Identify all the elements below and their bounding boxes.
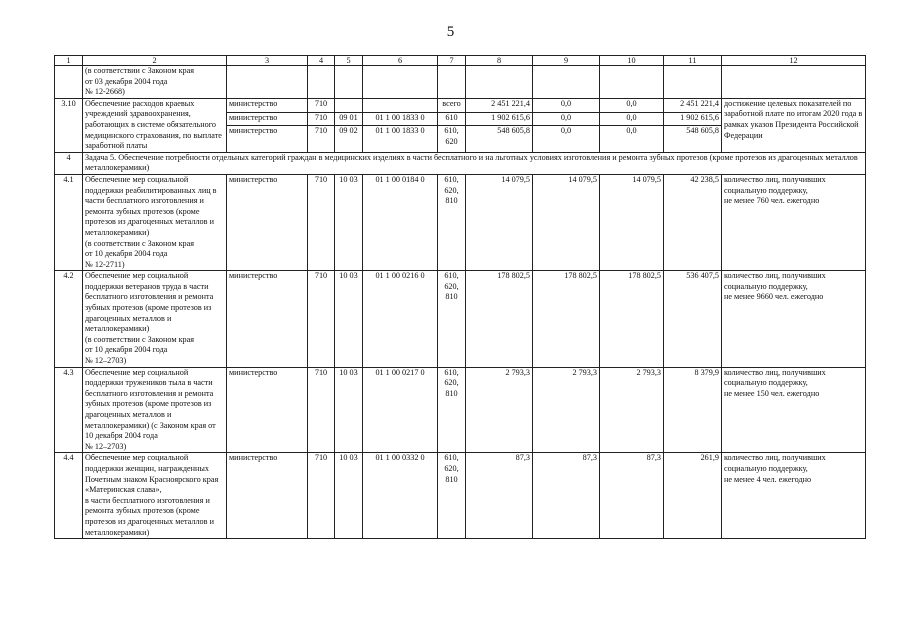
amount-year3: 2 793,3 [600, 367, 664, 453]
csr-code: 01 1 00 1833 0 [363, 126, 438, 152]
measure-name: Обеспечение мер социальной поддержки ветеранов труда в части бесплатного изготовления и ремонта зубных протезов (кроме протезов из драгоценных металлов и металлокерамики) (в соответствии с Законом края от 10 декабря 2004 года № 12–2703) [83, 271, 227, 367]
amount-year3: 0,0 [600, 126, 664, 152]
table-row [55, 98, 866, 112]
grbs-code: 710 [308, 271, 335, 367]
amount-year2: 14 079,5 [533, 174, 600, 270]
expected-result: количество лиц, получивших социальную поддержку, не менее 4 чел. ежегодно [722, 453, 866, 539]
table-row [55, 367, 866, 453]
csr-code: 01 1 00 0216 0 [363, 271, 438, 367]
vr-code: 610 [438, 112, 466, 126]
expected-result: количество лиц, получивших социальную поддержку, не менее 760 чел. ежегодно [722, 174, 866, 270]
csr-code: 01 1 00 0332 0 [363, 453, 438, 539]
amount-year3: 178 802,5 [600, 271, 664, 367]
header-cell: 7 [438, 56, 466, 66]
vr-code: 610, 620, 810 [438, 453, 466, 539]
amount-year2: 178 802,5 [533, 271, 600, 367]
amount-year3: 0,0 [600, 112, 664, 126]
header-cell: 11 [664, 56, 722, 66]
amount-year2: 0,0 [533, 126, 600, 152]
header-cell: 6 [363, 56, 438, 66]
expected-result: достижение целевых показателей по заработной плате по итогам 2020 года в рамках указов Президента Российской Федерации [722, 98, 866, 152]
measure-name: (в соответствии с Законом края от 03 декабря 2004 года № 12-2668) [83, 66, 227, 99]
header-cell: 4 [308, 56, 335, 66]
rzpr-code: 10 03 [335, 271, 363, 367]
measure-name: Обеспечение мер социальной поддержки тружеников тыла в части бесплатного изготовления и ремонта зубных протезов (кроме протезов из драгоценных металлов и металлокерамики) (с Законом края от 10 декабря 2004 года № 12–2703) [83, 367, 227, 453]
csr-code: 01 1 00 0184 0 [363, 174, 438, 270]
amount-year2: 0,0 [533, 112, 600, 126]
grbs-code: 710 [308, 126, 335, 152]
amount-total: 536 407,5 [664, 271, 722, 367]
amount-year1: 2 451 221,4 [466, 98, 533, 112]
agency: министерство [227, 271, 308, 367]
amount-year2: 87,3 [533, 453, 600, 539]
vr-code: всего [438, 98, 466, 112]
csr-code [363, 98, 438, 112]
program-table [54, 55, 866, 539]
page-number: 5 [446, 24, 455, 40]
agency: министерство [227, 98, 308, 112]
measure-name: Обеспечение расходов краевых учреждений здравоохранения, работающих в системе обязательного медицинского страхования, по выплате заработной платы [83, 98, 227, 152]
amount-total: 548 605,8 [664, 126, 722, 152]
row-number: 3.10 [55, 98, 83, 152]
agency: министерство [227, 126, 308, 152]
amount-total: 2 451 221,4 [664, 98, 722, 112]
rzpr-code: 09 02 [335, 126, 363, 152]
rzpr-code [335, 98, 363, 112]
agency: министерство [227, 174, 308, 270]
amount-total: 1 902 615,6 [664, 112, 722, 126]
amount-total: 8 379,9 [664, 367, 722, 453]
amount-year1: 1 902 615,6 [466, 112, 533, 126]
agency: министерство [227, 367, 308, 453]
header-row [55, 56, 866, 66]
table-row [55, 66, 866, 99]
header-cell: 2 [83, 56, 227, 66]
table-row [55, 453, 866, 539]
amount-year3: 0,0 [600, 98, 664, 112]
amount-total: 42 238,5 [664, 174, 722, 270]
grbs-code: 710 [308, 174, 335, 270]
csr-code: 01 1 00 0217 0 [363, 367, 438, 453]
amount-year1: 87,3 [466, 453, 533, 539]
task-title: Задача 5. Обеспечение потребности отдельных категорий граждан в медицинских изделиях в части бесплатного и на льготных условиях изготовления и ремонта зубных протезов (кроме протезов из драгоценных металлов металлокерамики) [83, 152, 866, 174]
vr-code: 610, 620, 810 [438, 367, 466, 453]
expected-result: количество лиц, получивших социальную поддержку, не менее 9660 чел. ежегодно [722, 271, 866, 367]
amount-year3: 14 079,5 [600, 174, 664, 270]
header-cell: 5 [335, 56, 363, 66]
grbs-code: 710 [308, 112, 335, 126]
rzpr-code: 10 03 [335, 174, 363, 270]
amount-year1: 2 793,3 [466, 367, 533, 453]
table-row [55, 271, 866, 367]
measure-rows [55, 174, 866, 538]
header-cell: 9 [533, 56, 600, 66]
amount-year1: 548 605,8 [466, 126, 533, 152]
task-row [55, 152, 866, 174]
amount-year2: 2 793,3 [533, 367, 600, 453]
vr-code: 610, 620, 810 [438, 174, 466, 270]
row-number: 4.2 [55, 271, 83, 367]
row-number: 4 [55, 152, 83, 174]
agency: министерство [227, 112, 308, 126]
grbs-code: 710 [308, 453, 335, 539]
rzpr-code: 09 01 [335, 112, 363, 126]
vr-code: 610, 620 [438, 126, 466, 152]
header-cell: 8 [466, 56, 533, 66]
header-cell: 1 [55, 56, 83, 66]
row-number: 4.4 [55, 453, 83, 539]
rzpr-code: 10 03 [335, 367, 363, 453]
amount-year1: 14 079,5 [466, 174, 533, 270]
header-cell: 3 [227, 56, 308, 66]
header-cell: 10 [600, 56, 664, 66]
amount-year1: 178 802,5 [466, 271, 533, 367]
measure-name: Обеспечение мер социальной поддержки реабилитированных лиц в части бесплатного изготовления и ремонта зубных протезов (кроме протезов из драгоценных металлов и металлокерамики) (в соответствии с Законом края от 10 декабря 2004 года № 12-2711) [83, 174, 227, 270]
amount-year2: 0,0 [533, 98, 600, 112]
vr-code: 610, 620, 810 [438, 271, 466, 367]
csr-code: 01 1 00 1833 0 [363, 112, 438, 126]
agency: министерство [227, 453, 308, 539]
header-cell: 12 [722, 56, 866, 66]
table-row [55, 174, 866, 270]
amount-total: 261,9 [664, 453, 722, 539]
measure-name: Обеспечение мер социальной поддержки женщин, награжденных Почетным знаком Красноярского края «Материнская слава», в части бесплатного изготовления и ремонта зубных протезов (кроме протезов из драгоценных металлов и металлокерамики) [83, 453, 227, 539]
amount-year3: 87,3 [600, 453, 664, 539]
rzpr-code: 10 03 [335, 453, 363, 539]
row-number: 4.3 [55, 367, 83, 453]
expected-result: количество лиц, получивших социальную поддержку, не менее 150 чел. ежегодно [722, 367, 866, 453]
row-number: 4.1 [55, 174, 83, 270]
grbs-code: 710 [308, 367, 335, 453]
grbs-code: 710 [308, 98, 335, 112]
